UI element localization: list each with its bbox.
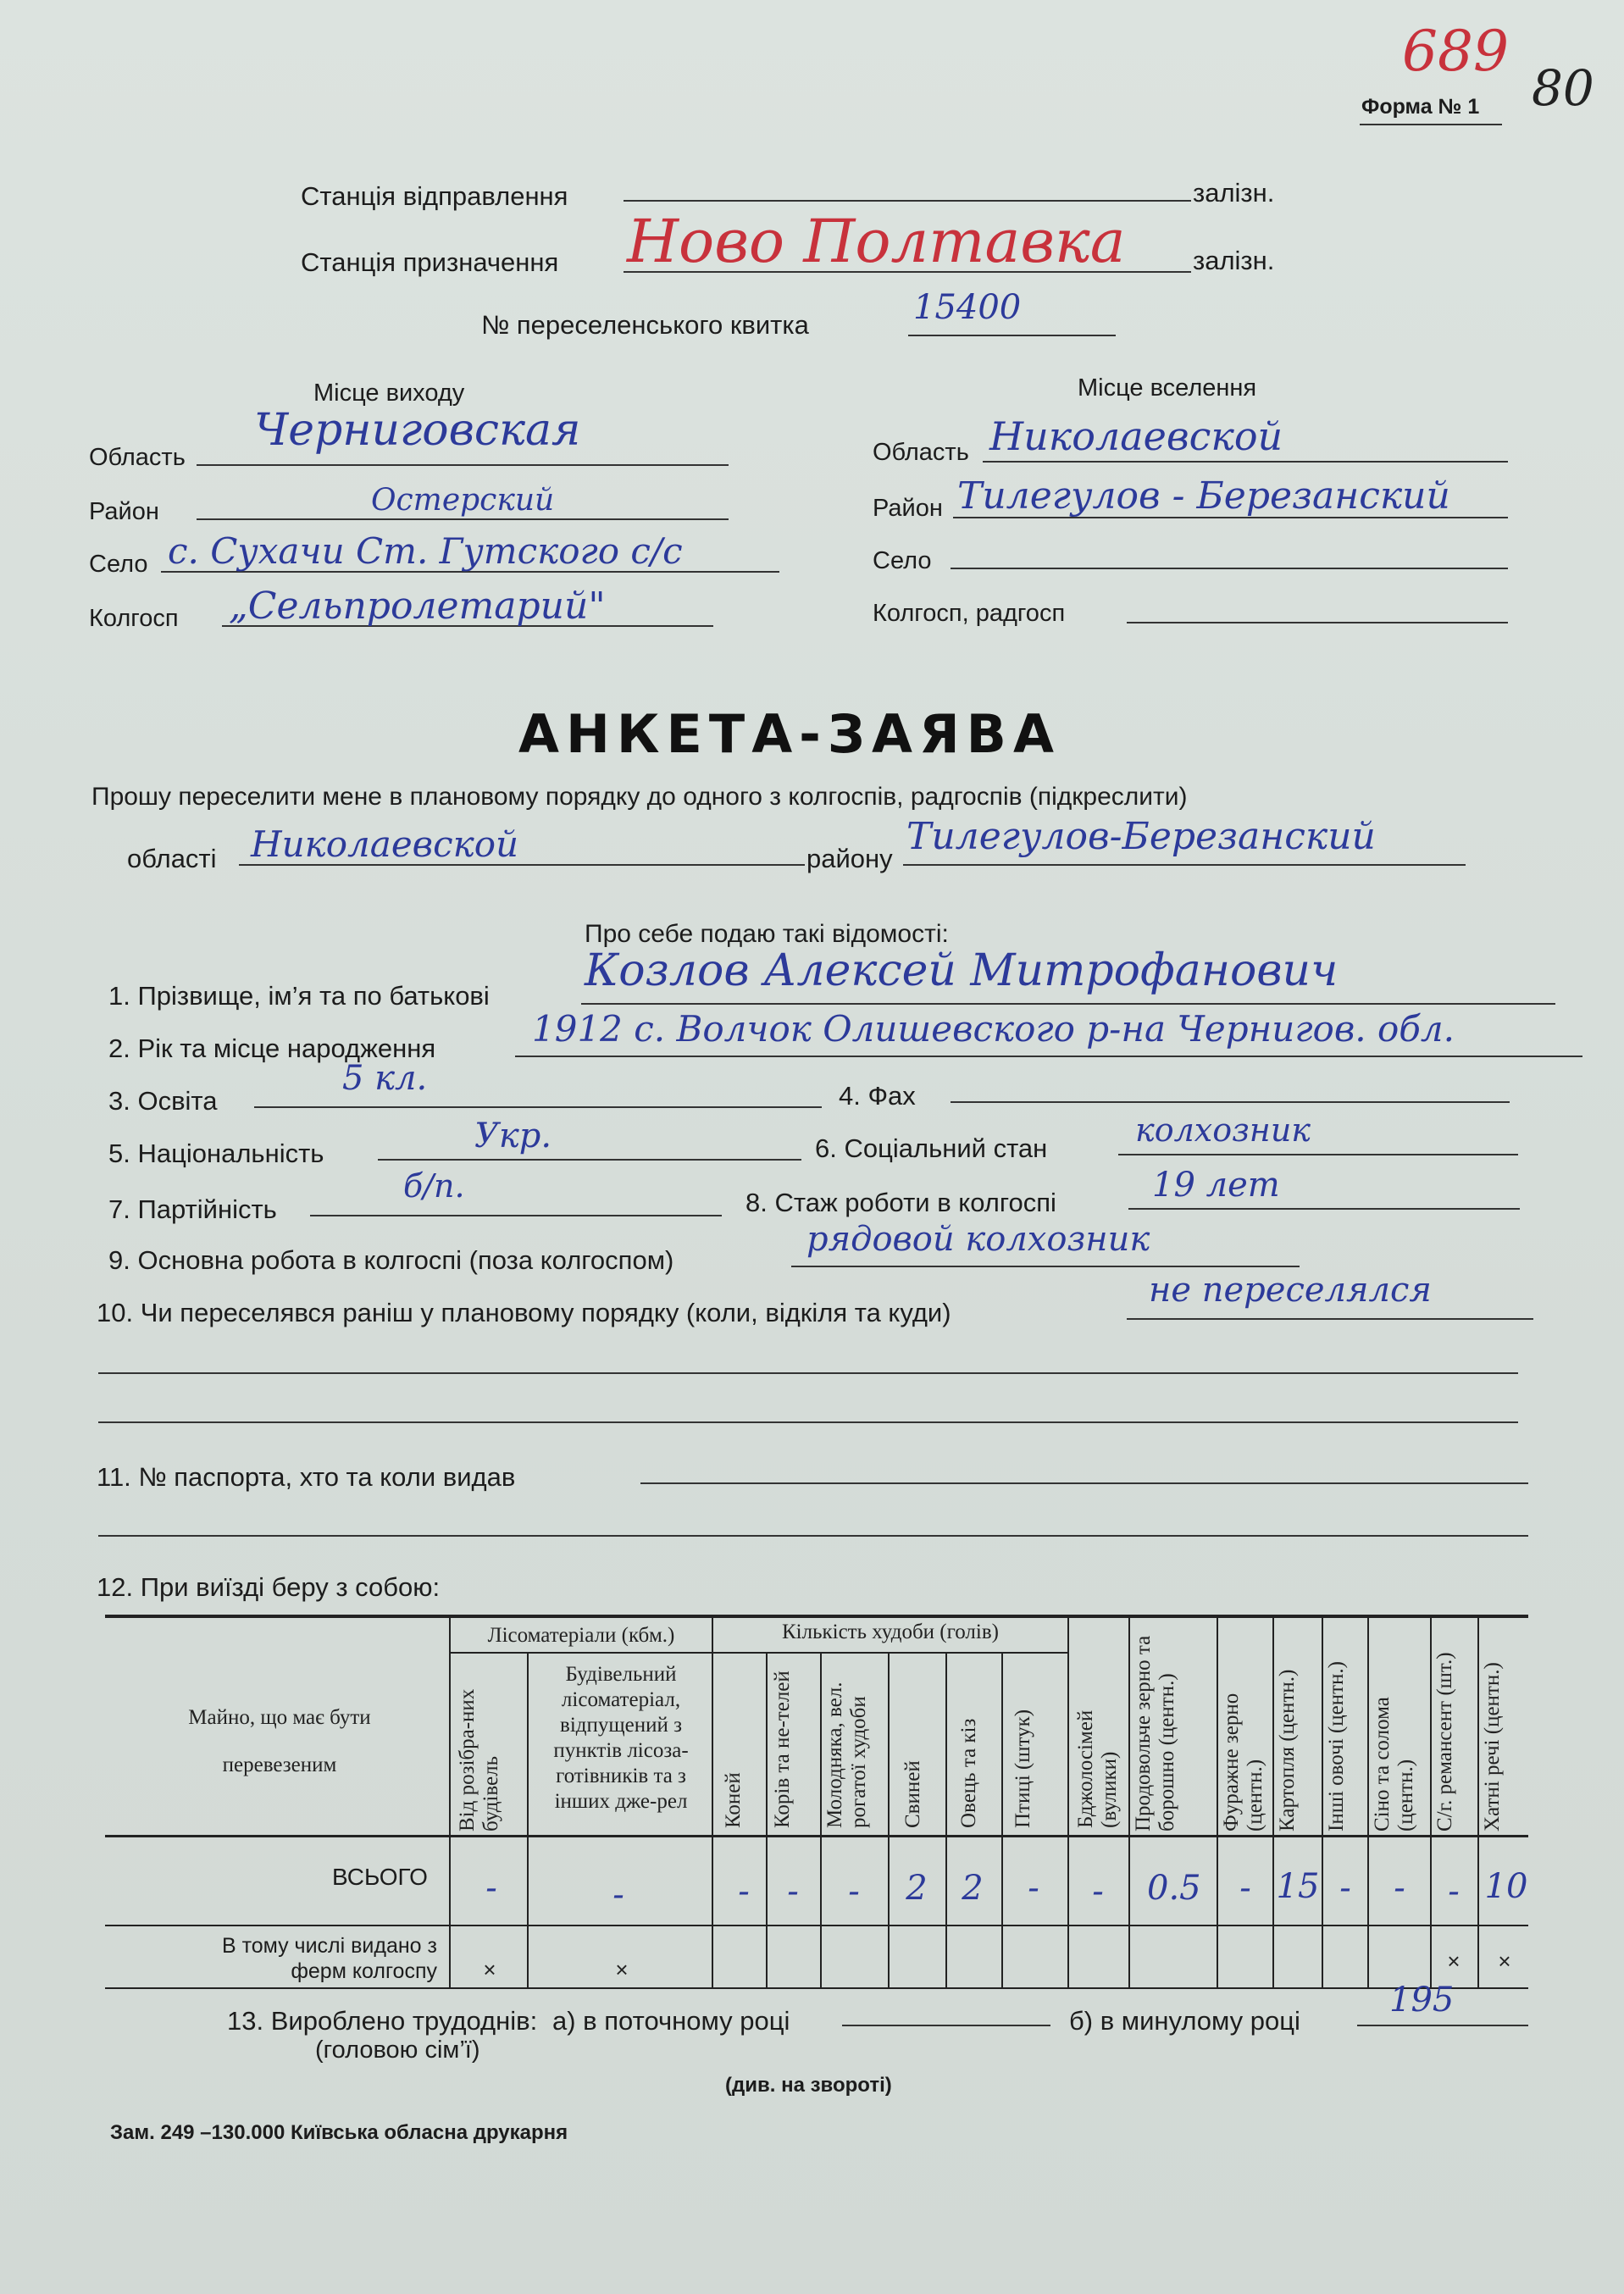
cattle-col-poultry: Птиці (штук) [1012, 1709, 1034, 1828]
total-cell-15: - [1448, 1872, 1460, 1911]
field-7-value: б/п. [403, 1167, 465, 1205]
field-3-label: 3. Освіта [108, 1086, 218, 1116]
destination-oblast-value: Николаевской [989, 413, 1283, 459]
total-cell-14: - [1394, 1869, 1405, 1908]
document-title: АНКЕТА-ЗАЯВА [518, 703, 1061, 765]
origin-raion-label: Район [89, 498, 159, 525]
field-8-value: 19 лет [1152, 1166, 1280, 1205]
cattle-col-sheep: Овець та кіз [957, 1718, 980, 1828]
cattle-group-header: Кількість худоби (голів) [782, 1621, 999, 1643]
property-header: Майно, що має бути перевезеним [188, 1706, 371, 1776]
cattle-col-cows: Корів та не-телей [771, 1671, 794, 1828]
total-cell-16: 10 [1484, 1867, 1528, 1906]
request-oblast-value: Николаевской [251, 823, 519, 865]
field-10-value: не переселялся [1149, 1271, 1432, 1310]
farm-cell-mark-3: × [1447, 1948, 1460, 1974]
field-7-label: 7. Партійність [108, 1194, 277, 1224]
total-cell-10: 0.5 [1147, 1869, 1201, 1908]
total-cell-12: 15 [1276, 1867, 1320, 1906]
field-5-value: Укр. [474, 1117, 552, 1155]
cattle-col-pigs: Свиней [901, 1760, 924, 1828]
field-12-label: 12. При виїзді беру з собою: [97, 1572, 441, 1602]
farm-cell-mark-4: × [1498, 1948, 1511, 1974]
col-potatoes: Картопля (центн.) [1276, 1669, 1299, 1831]
row-total-label: ВСЬОГО [332, 1864, 428, 1890]
origin-oblast-value: Черниговская [254, 405, 581, 456]
archive-number-black: 80 [1532, 59, 1594, 117]
destination-raion-value: Тилегулов - Березанский [957, 474, 1450, 518]
lumber-col-dismantled: Від розібра-них будівель [456, 1688, 502, 1831]
request-text: Прошу переселити мене в плановому порядку до одного з колгоспів, радгоспів (підкреслити) [91, 783, 1188, 811]
row-farm-label: В тому числі видано з ферм колгоспу [221, 1934, 437, 1983]
field-8-label: 8. Стаж роботи в колгоспі [745, 1188, 1056, 1217]
request-raion-value: Тилегулов-Березанский [906, 815, 1376, 858]
field-5-label: 5. Національність [108, 1139, 324, 1168]
ticket-value: 15400 [913, 288, 1022, 327]
workdays-current-label: а) в поточному році [552, 2006, 790, 2036]
total-cell-4: - [787, 1872, 799, 1911]
total-cell-2: - [612, 1876, 624, 1914]
total-cell-13: - [1339, 1869, 1351, 1908]
ticket-label: № переселенського квитка [481, 310, 809, 340]
lumber-group-header: Лісоматеріали (кбм.) [487, 1624, 675, 1647]
field-9-value: рядовой колхозник [806, 1220, 1150, 1259]
origin-selo-value: с. Сухачи Ст. Гутского с/с [168, 530, 683, 572]
total-cell-11: - [1239, 1869, 1251, 1908]
col-farm-inventory: С/г. ремансент (шт.) [1433, 1652, 1456, 1831]
total-cell-8: - [1028, 1869, 1039, 1908]
see-back-note: (див. на звороті) [725, 2074, 892, 2097]
total-cell-9: - [1092, 1872, 1104, 1911]
field-2-value: 1912 с. Волчок Олишевского р-на Чернигов. обл. [532, 1008, 1455, 1050]
origin-heading: Місце виходу [313, 380, 465, 407]
field-11-label: 11. № паспорта, хто та коли видав [97, 1462, 516, 1492]
destination-heading: Місце вселення [1078, 374, 1257, 402]
field-9-label: 9. Основна робота в колгоспі (поза колгоспом) [108, 1245, 674, 1275]
departure-station-label: Станція відправлення [301, 181, 568, 211]
request-oblast-label: області [127, 844, 217, 873]
printer-footer: Зам. 249 –130.000 Київська обласна друкарня [110, 2121, 568, 2144]
origin-selo-label: Село [89, 551, 148, 578]
field-3-value: 5 кл. [342, 1059, 428, 1098]
field-1-value: Козлов Алексей Митрофанович [585, 945, 1339, 996]
cattle-col-young: Молодняка, вел. рогатої худоби [823, 1682, 870, 1828]
field-6-label: 6. Соціальний стан [815, 1133, 1048, 1163]
workdays-previous-value: 195 [1389, 1981, 1455, 2020]
origin-raion-value: Остерский [371, 483, 555, 518]
destination-station-label: Станція призначення [301, 247, 559, 277]
request-raion-label: району [806, 844, 893, 873]
cattle-col-bees: Бджолосімей (вулики) [1074, 1709, 1121, 1828]
col-forage-grain: Фуражне зерно (центн.) [1220, 1693, 1266, 1831]
farm-cell-mark-1: × [483, 1957, 496, 1982]
archive-number-red: 689 [1402, 19, 1509, 84]
total-cell-7: 2 [962, 1869, 984, 1908]
origin-oblast-label: Область [89, 444, 186, 471]
origin-kolhosp-label: Колгосп [89, 605, 179, 632]
cattle-col-horses: Коней [722, 1772, 745, 1828]
total-cell-1: - [485, 1869, 497, 1908]
total-cell-5: - [848, 1872, 860, 1911]
origin-kolhosp-value: „Сельпролетарий" [229, 585, 606, 628]
rail-label-1: залізн. [1193, 178, 1275, 208]
workdays-previous-label: б) в минулому році [1069, 2006, 1300, 2036]
col-household-items: Хатні речі (центн.) [1481, 1662, 1504, 1831]
field-4-label: 4. Фах [839, 1081, 916, 1111]
field-2-label: 2. Рік та місце народження [108, 1033, 436, 1063]
destination-raion-label: Район [873, 495, 943, 522]
field-10-label: 10. Чи переселявся раніш у плановому порядку (коли, відкіля та куди) [97, 1298, 951, 1327]
field-1-label: 1. Прізвище, ім’я та по батькові [108, 981, 490, 1011]
col-food-grain: Продовольче зерно та борошно (центн.) [1132, 1635, 1178, 1831]
workdays-label: 13. Вироблено трудоднів: [227, 2006, 538, 2036]
form-number: Форма № 1 [1361, 95, 1480, 119]
destination-oblast-label: Область [873, 439, 969, 466]
col-other-vegetables: Інші овочі (центн.) [1325, 1661, 1348, 1831]
lumber-col-building: Будівельний лісоматеріал, відпущений з пунктів лісоза-готівників та з інших дже-рел [553, 1663, 689, 1813]
farm-cell-mark-2: × [615, 1957, 629, 1982]
workdays-sub: (головою сім’ї) [315, 2036, 480, 2064]
field-6-value: колхозник [1135, 1111, 1311, 1149]
rail-label-2: залізн. [1193, 246, 1275, 275]
total-cell-6: 2 [906, 1869, 928, 1908]
col-hay-straw: Сіно та солома (центн.) [1371, 1697, 1417, 1831]
total-cell-3: - [738, 1872, 750, 1911]
about-heading: Про себе подаю такі відомості: [585, 920, 949, 948]
destination-selo-label: Село [873, 547, 932, 574]
destination-station-value: Ново Полтавка [627, 207, 1126, 276]
destination-kolhosp-label: Колгосп, радгосп [873, 600, 1066, 627]
